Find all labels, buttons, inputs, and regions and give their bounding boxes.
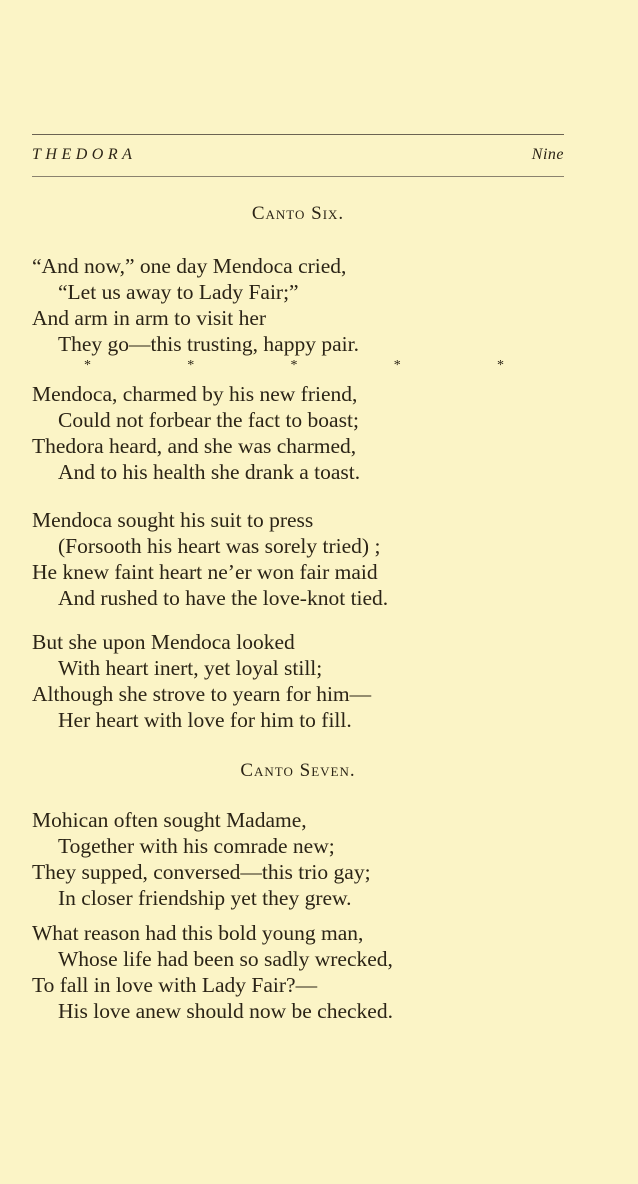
header-bottom-rule: [32, 176, 564, 177]
asterisk: *: [393, 358, 401, 373]
running-title: THEDORA: [32, 146, 137, 163]
verse-line: And to his health she drank a toast.: [58, 460, 361, 484]
verse-line: To fall in love with Lady Fair?—: [32, 973, 318, 997]
verse-line: Together with his comrade new;: [58, 834, 335, 858]
verse-line: Could not forbear the fact to boast;: [58, 408, 359, 432]
verse-line: “And now,” one day Mendoca cried,: [32, 254, 347, 278]
canto-six-stanza-2: [32, 381, 572, 485]
verse-line: “Let us away to Lady Fair;”: [58, 280, 299, 304]
asterisk: *: [290, 358, 298, 373]
verse-line: Although she strove to yearn for him—: [32, 682, 372, 706]
verse-line: They supped, conversed—this trio gay;: [32, 860, 371, 884]
verse-line: And arm in arm to visit her: [32, 306, 267, 330]
verse-line: Thedora heard, and she was charmed,: [32, 434, 357, 458]
canto-seven-heading: Canto Seven.: [240, 760, 356, 781]
section-break-asterisks: [84, 356, 504, 376]
page-number: Nine: [531, 146, 564, 163]
verse-line: In closer friendship yet they grew.: [58, 886, 352, 910]
asterisk: *: [187, 358, 195, 373]
canto-six-stanza-4: [32, 629, 572, 733]
verse-line: His love anew should now be checked.: [58, 999, 393, 1023]
header-top-rule: [32, 134, 564, 135]
verse-line: Her heart with love for him to fill.: [58, 708, 352, 732]
verse-line: With heart inert, yet loyal still;: [58, 656, 323, 680]
verse-line: They go—this trusting, happy pair.: [58, 332, 359, 356]
canto-six-stanza-3: [32, 507, 572, 611]
verse-line: Mohican often sought Madame,: [32, 808, 307, 832]
verse-line: But she upon Mendoca looked: [32, 630, 295, 654]
asterisk: *: [84, 358, 91, 373]
canto-six-stanza-1: [32, 253, 572, 357]
verse-line: Mendoca, charmed by his new friend,: [32, 382, 358, 406]
asterisk: *: [497, 358, 504, 373]
canto-seven-stanza-1: [32, 807, 572, 911]
verse-line: He knew faint heart ne’er won fair maid: [32, 560, 378, 584]
running-head: [32, 146, 564, 168]
verse-line: And rushed to have the love-knot tied.: [58, 586, 389, 610]
verse-line: Mendoca sought his suit to press: [32, 508, 314, 532]
verse-line: What reason had this bold young man,: [32, 921, 364, 945]
verse-line: (Forsooth his heart was sorely tried) ;: [58, 534, 381, 558]
canto-seven-stanza-2: [32, 920, 572, 1024]
verse-line: Whose life had been so sadly wrecked,: [58, 947, 393, 971]
canto-six-heading: Canto Six.: [251, 203, 345, 224]
